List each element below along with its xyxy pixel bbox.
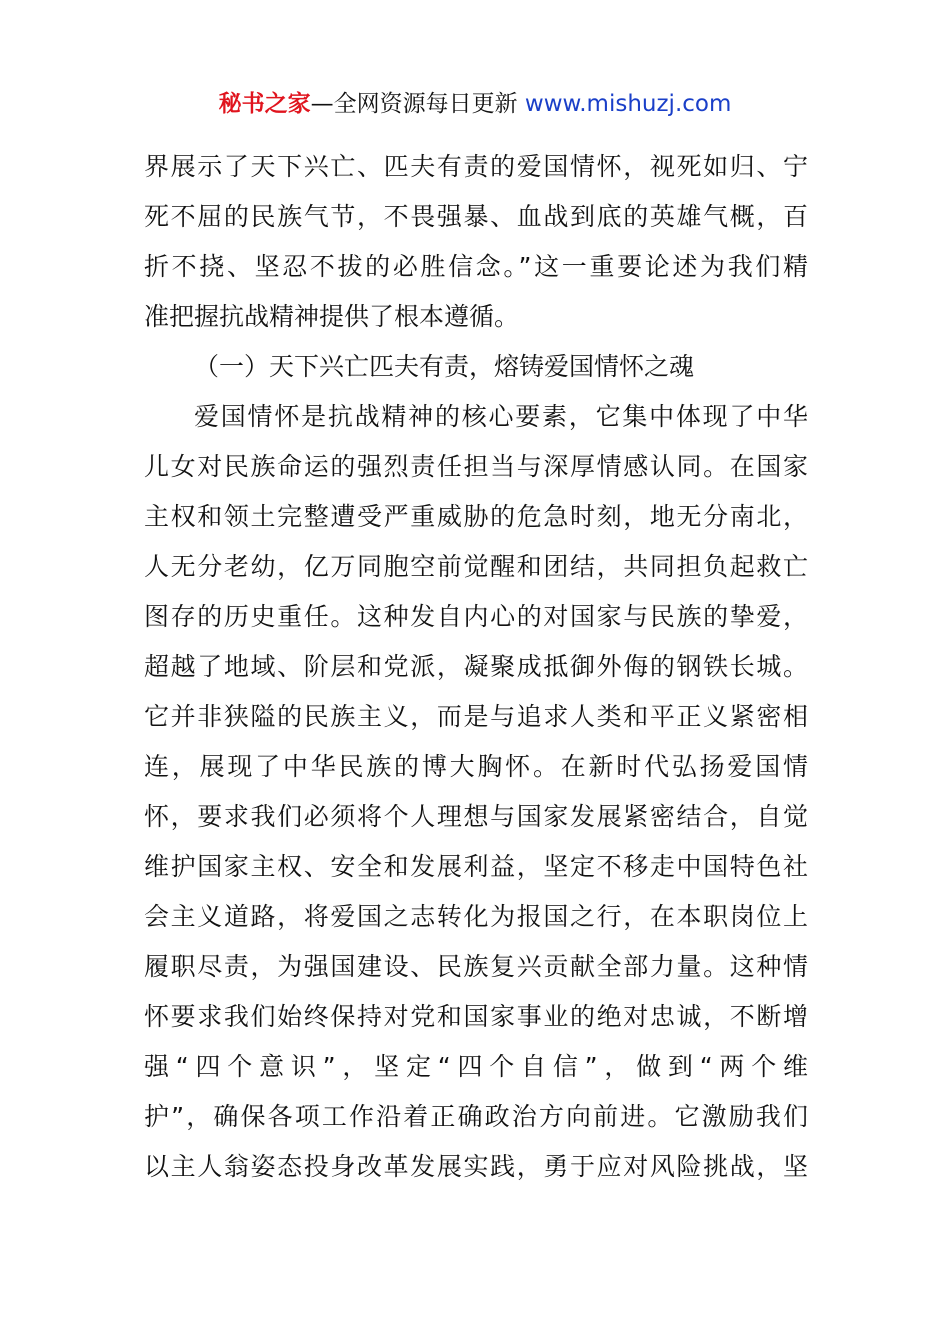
- text-line: 主权和领土完整遭受严重威胁的危急时刻，地无分南北，: [144, 502, 808, 531]
- document-body: [144, 142, 808, 1192]
- text-line: 以主人翁姿态投身改革发展实践，勇于应对风险挑战，坚: [144, 1152, 808, 1181]
- text-line: 图存的历史重任。这种发自内心的对国家与民族的挚爱，: [144, 602, 808, 631]
- text-line: 强“四个意识”，坚定“四个自信”，做到“两个维: [144, 1052, 808, 1081]
- text-line: 护”，确保各项工作沿着正确政治方向前进。它激励我们: [144, 1102, 808, 1131]
- text-line: 怀，要求我们必须将个人理想与国家发展紧密结合，自觉: [144, 802, 808, 831]
- text-line: 连，展现了中华民族的博大胸怀。在新时代弘扬爱国情: [144, 752, 808, 781]
- text-line: 维护国家主权、安全和发展利益，坚定不移走中国特色社: [144, 852, 808, 881]
- text-line: 人无分老幼，亿万同胞空前觉醒和团结，共同担负起救亡: [144, 552, 808, 581]
- text-line: 准把握抗战精神提供了根本遵循。: [144, 302, 520, 331]
- text-line: 它并非狭隘的民族主义，而是与追求人类和平正义紧密相: [144, 702, 808, 731]
- text-line: 履职尽责，为强国建设、民族复兴贡献全部力量。这种情: [144, 952, 808, 981]
- site-url-link[interactable]: www.mishuzj.com: [524, 91, 732, 117]
- text-line: 折不挠、坚忍不拔的必胜信念。”这一重要论述为我们精: [144, 252, 808, 281]
- text-line: 儿女对民族命运的强烈责任担当与深厚情感认同。在国家: [144, 452, 808, 481]
- text-line: 会主义道路，将爱国之志转化为报国之行，在本职岗位上: [144, 902, 808, 931]
- header-tagline: —全网资源每日更新: [310, 91, 518, 117]
- text-line: 死不屈的民族气节，不畏强暴、血战到底的英雄气概，百: [144, 202, 808, 231]
- text-line: 超越了地域、阶层和党派，凝聚成抵御外侮的钢铁长城。: [144, 652, 808, 681]
- text-line: 爱国情怀是抗战精神的核心要素，它集中体现了中华: [194, 402, 808, 431]
- brand-name: 秘书之家: [218, 91, 311, 117]
- text-line: 界展示了天下兴亡、匹夫有责的爱国情怀，视死如归、宁: [144, 152, 808, 181]
- section-heading: （一）天下兴亡匹夫有责，熔铸爱国情怀之魂: [194, 352, 695, 381]
- text-line: 怀要求我们始终保持对党和国家事业的绝对忠诚，不断增: [144, 1002, 808, 1031]
- page-header: [0, 88, 950, 120]
